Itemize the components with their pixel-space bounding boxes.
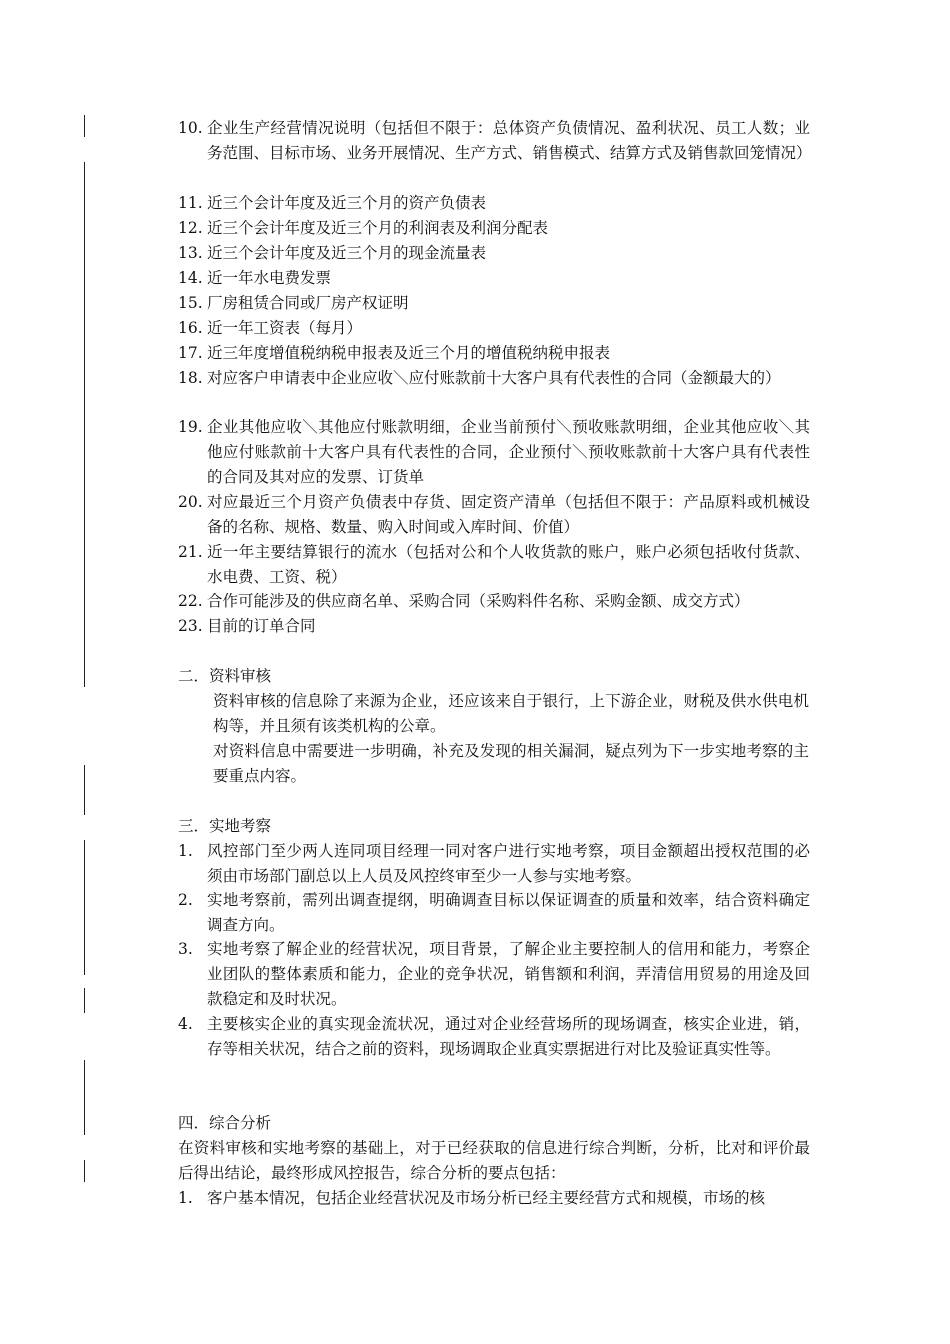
list-number: 13. <box>178 244 203 262</box>
list-number: 1. <box>178 842 193 860</box>
list-text: 风控部门至少两人连同项目经理一同对客户进行实地考察，项目金额超出授权范围的必须由市场部门副总以上人员及风控终审至少一人参与实地考察。 <box>207 842 810 885</box>
list-item <box>178 341 810 366</box>
list-text: 对应最近三个月资产负债表中存货、固定资产清单（包括但不限于：产品原料或机械设备的名称、规格、数量、购入时间或入库时间、价值） <box>207 493 810 536</box>
list-number: 15. <box>178 294 203 312</box>
list-item <box>178 366 810 391</box>
list-number: 4. <box>178 1015 193 1033</box>
list-number: 18. <box>178 369 203 387</box>
list-number: 22. <box>178 592 203 610</box>
list-text: 厂房租赁合同或厂房产权证明 <box>207 294 409 312</box>
list-item <box>178 888 810 938</box>
paragraph: 资料审核的信息除了来源为企业，还应该来自于银行，上下游企业，财税及供水供电机构等，并且须有该类机构的公章。 <box>213 692 809 735</box>
list-item <box>178 490 810 540</box>
section-heading: 二．资料审核 <box>178 667 272 685</box>
list-text: 近一年工资表（每月） <box>207 319 363 337</box>
list-number: 23. <box>178 617 203 635</box>
paragraph: 对资料信息中需要进一步明确，补充及发现的相关漏洞，疑点列为下一步实地考察的主要重点内容。 <box>213 742 809 785</box>
list-text: 合作可能涉及的供应商名单、采购合同（采购料件名称、采购金额、成交方式） <box>207 592 750 610</box>
list-number: 2. <box>178 891 193 909</box>
list-text: 近一年水电费发票 <box>207 269 332 287</box>
list-item <box>178 1186 810 1211</box>
list-text: 近三个会计年度及近三个月的资产负债表 <box>207 194 487 212</box>
list-item <box>178 540 810 590</box>
list-text: 目前的订单合同 <box>207 617 316 635</box>
list-text: 企业生产经营情况说明（包括但不限于：总体资产负债情况、盈利状况、员工人数；业务范围、目标市场、业务开展情况、生产方式、销售模式、结算方式及销售款回笼情况） <box>207 119 812 162</box>
list-item <box>178 266 810 291</box>
list-item <box>178 116 810 166</box>
list-number: 1. <box>178 1189 193 1207</box>
list-text: 主要核实企业的真实现金流状况，通过对企业经营场所的现场调查，核实企业进，销，存等相关状况，结合之前的资料，现场调取企业真实票据进行对比及验证真实性等。 <box>207 1015 810 1058</box>
list-text: 近三个会计年度及近三个月的利润表及利润分配表 <box>207 219 549 237</box>
section-heading: 四．综合分析 <box>178 1114 272 1132</box>
list-number: 14. <box>178 269 203 287</box>
revision-bar <box>84 1060 85 1135</box>
list-item <box>178 614 810 639</box>
list-item <box>178 316 810 341</box>
list-number: 10. <box>178 119 203 137</box>
list-number: 17. <box>178 344 203 362</box>
revision-bar <box>84 988 85 1013</box>
list-item <box>178 216 810 241</box>
revision-bar <box>84 162 85 687</box>
list-item <box>178 191 810 216</box>
list-text: 企业其他应收＼其他应付账款明细，企业当前预付＼预收账款明细，企业其他应收＼其他应付账款前十大客户具有代表性的合同，企业预付＼预收账款前十大客户具有代表性的合同及其对应的发票、订货单 <box>207 418 810 486</box>
revision-bar <box>84 765 85 815</box>
revision-bar <box>84 1160 85 1182</box>
list-item <box>178 937 810 1012</box>
list-item <box>178 291 810 316</box>
list-number: 16. <box>178 319 203 337</box>
list-item <box>178 589 810 614</box>
list-text: 对应客户申请表中企业应收＼应付账款前十大客户具有代表性的合同（金额最大的） <box>207 369 781 387</box>
list-item <box>178 1012 810 1062</box>
list-number: 21. <box>178 543 203 561</box>
section-heading: 三．实地考察 <box>178 817 272 835</box>
list-text: 近三年度增值税纳税申报表及近三个月的增值税纳税申报表 <box>207 344 611 362</box>
list-number: 11. <box>178 194 203 212</box>
list-item <box>178 839 810 889</box>
list-number: 12. <box>178 219 203 237</box>
revision-bar <box>84 115 85 137</box>
list-item <box>178 415 810 490</box>
list-number: 19. <box>178 418 203 436</box>
revision-bar <box>84 840 85 975</box>
list-text: 客户基本情况，包括企业经营状况及市场分析已经主要经营方式和规模，市场的核 <box>207 1189 766 1207</box>
list-item <box>178 241 810 266</box>
list-text: 实地考察了解企业的经营状况，项目背景，了解企业主要控制人的信用和能力，考察企业团队的整体素质和能力，企业的竞争状况，销售额和利润，弄清信用贸易的用途及回款稳定和及时状况。 <box>207 940 810 1008</box>
list-text: 实地考察前，需列出调查提纲，明确调查目标以保证调查的质量和效率，结合资料确定调查方向。 <box>207 891 810 934</box>
paragraph: 在资料审核和实地考察的基础上，对于已经获取的信息进行综合判断，分析，比对和评价最后得出结论，最终形成风控报告，综合分析的要点包括： <box>178 1139 810 1182</box>
list-text: 近三个会计年度及近三个月的现金流量表 <box>207 244 487 262</box>
list-number: 20. <box>178 493 203 511</box>
list-number: 3. <box>178 940 193 958</box>
list-text: 近一年主要结算银行的流水（包括对公和个人收货款的账户，账户必须包括收付货款、水电费、工资、税） <box>207 543 810 586</box>
